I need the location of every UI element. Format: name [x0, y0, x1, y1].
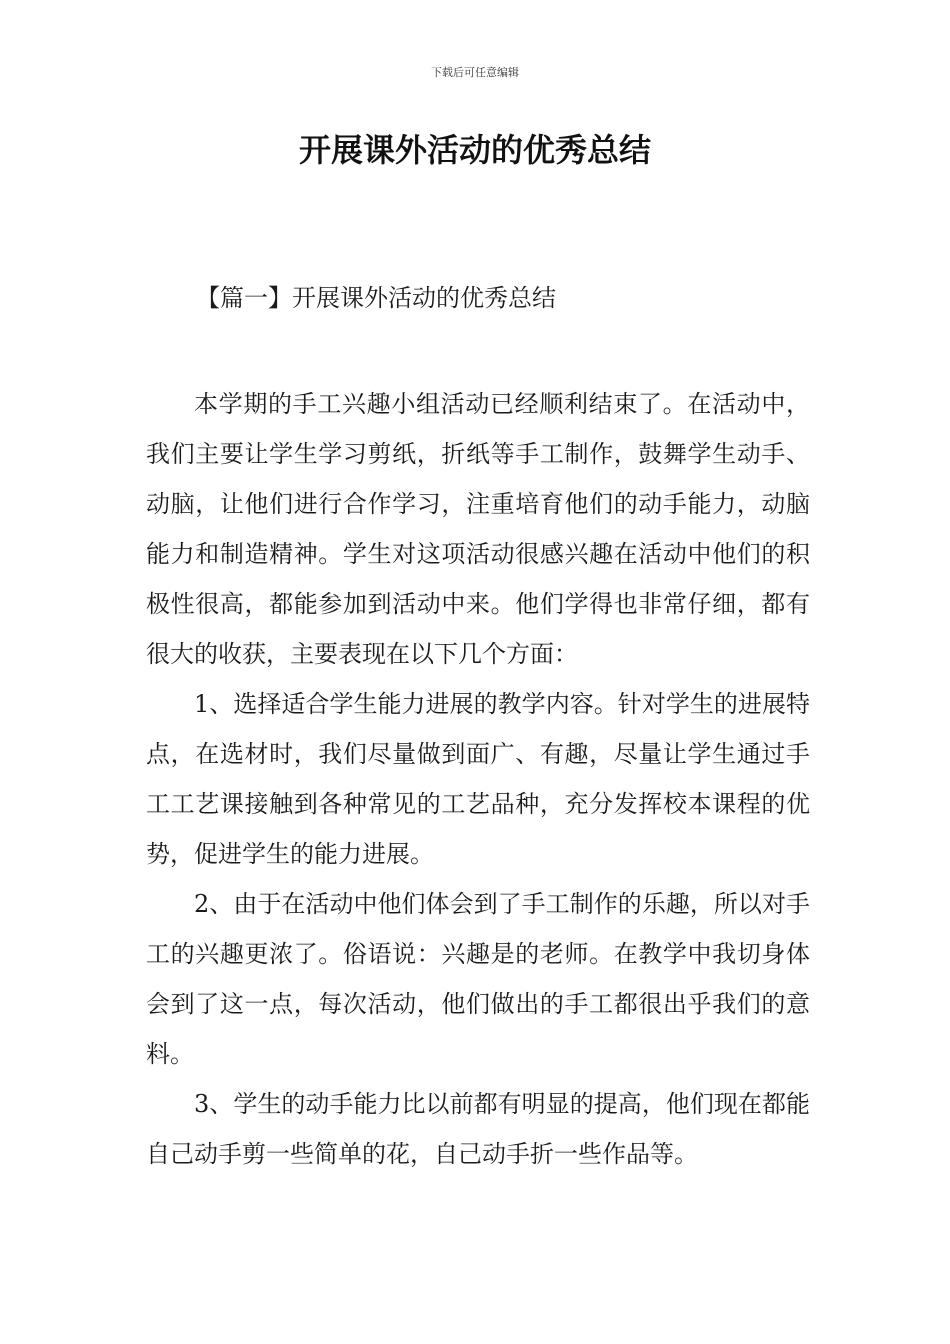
paragraph-point-2: 2、由于在活动中他们体会到了手工制作的乐趣，所以对手工的兴趣更浓了。俗语说：兴趣是的老师。在教学中我切身体会到了这一点，每次活动，他们做出的手工都很出乎我们的意料。	[146, 890, 810, 1068]
paragraph-intro: 本学期的手工兴趣小组活动已经顺利结束了。在活动中，我们主要让学生学习剪纸，折纸等手工制作，鼓舞学生动手、动脑，让他们进行合作学习，注重培育他们的动手能力，动脑能力和制造精神。学生对这项活动很感兴趣在活动中他们的积极性很高，都能参加到活动中来。他们学得也非常仔细，都有很大的收获，主要表现在以下几个方面：	[146, 390, 810, 668]
paragraph-point-3: 3、学生的动手能力比以前都有明显的提高，他们现在都能自己动手剪一些简单的花，自己动手折一些作品等。	[146, 1090, 810, 1168]
header-note: 下载后可任意编辑	[431, 66, 519, 79]
document-body	[146, 379, 810, 1179]
paragraph-point-1: 1、选择适合学生能力进展的教学内容。针对学生的进展特点，在选材时，我们尽量做到面广、有趣，尽量让学生通过手工工艺课接触到各种常见的工艺品种，充分发挥校本课程的优势，促进学生的能力进展。	[146, 690, 810, 868]
section-heading: 【篇一】开展课外活动的优秀总结	[196, 284, 556, 312]
document-title: 开展课外活动的优秀总结	[298, 131, 651, 169]
